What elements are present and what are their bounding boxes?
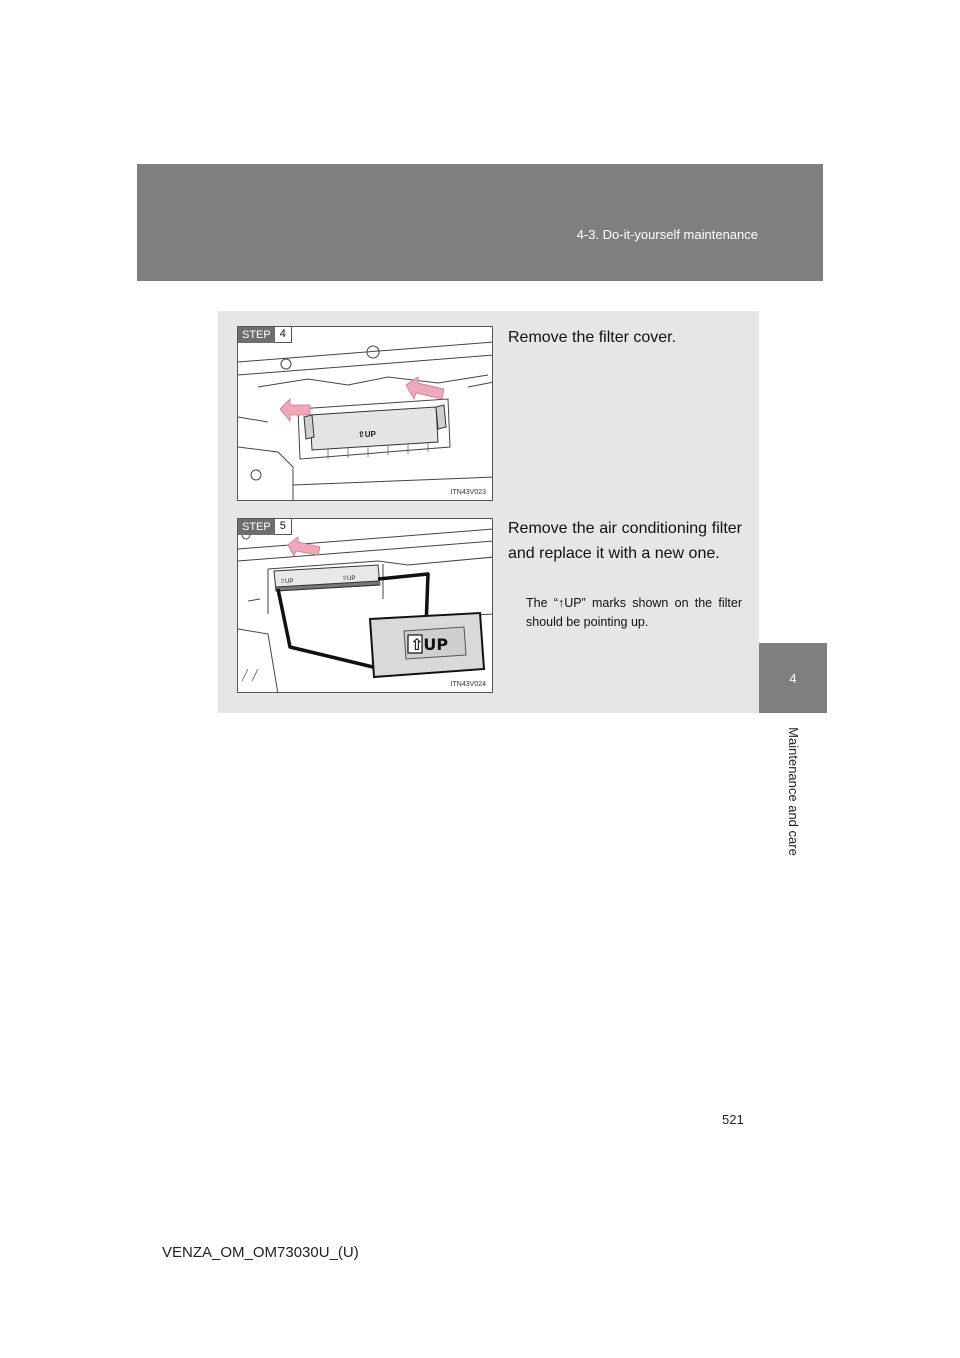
- air-filter-drawing: [238, 519, 493, 693]
- filter-up-marking-left: ⇧UP: [280, 579, 294, 585]
- filter-cover-up-marking: ⇧UP: [358, 430, 376, 439]
- step-badge-number: 5: [275, 519, 292, 535]
- step-5-illustration: [237, 518, 493, 693]
- step-badge-label: STEP: [238, 519, 275, 535]
- content-box: [218, 311, 759, 713]
- figure-code: ITN43V023: [450, 489, 486, 496]
- side-tab-number: 4: [759, 643, 827, 713]
- page-number: 521: [722, 1112, 744, 1127]
- step-5-instruction: Remove the air conditioning filter and replace it with a new one.: [508, 520, 742, 562]
- filter-up-marking-enlarged: ⇧UP: [410, 635, 449, 654]
- step-badge-number: 4: [275, 327, 292, 343]
- side-tab-label-text: Maintenance and care: [785, 726, 801, 856]
- document-id: VENZA_OM_OM73030U_(U): [162, 1244, 359, 1261]
- step-4-instruction: Remove the filter cover.: [508, 329, 677, 346]
- step-badge-label: STEP: [238, 327, 275, 343]
- step-5-badge: [238, 519, 292, 535]
- step-4-badge: [238, 327, 292, 343]
- filter-up-marking-right: ⇧UP: [342, 576, 356, 582]
- section-title: 4-3. Do-it-yourself maintenance: [576, 227, 758, 242]
- figure-code: ITN43V024: [450, 681, 486, 688]
- header-band: [137, 164, 823, 281]
- filter-cover-drawing: [238, 327, 493, 501]
- step-5-note: The “↑UP” marks shown on the filter should be pointing up.: [526, 596, 742, 629]
- step-4-illustration: [237, 326, 493, 501]
- side-tab-label: [768, 716, 818, 866]
